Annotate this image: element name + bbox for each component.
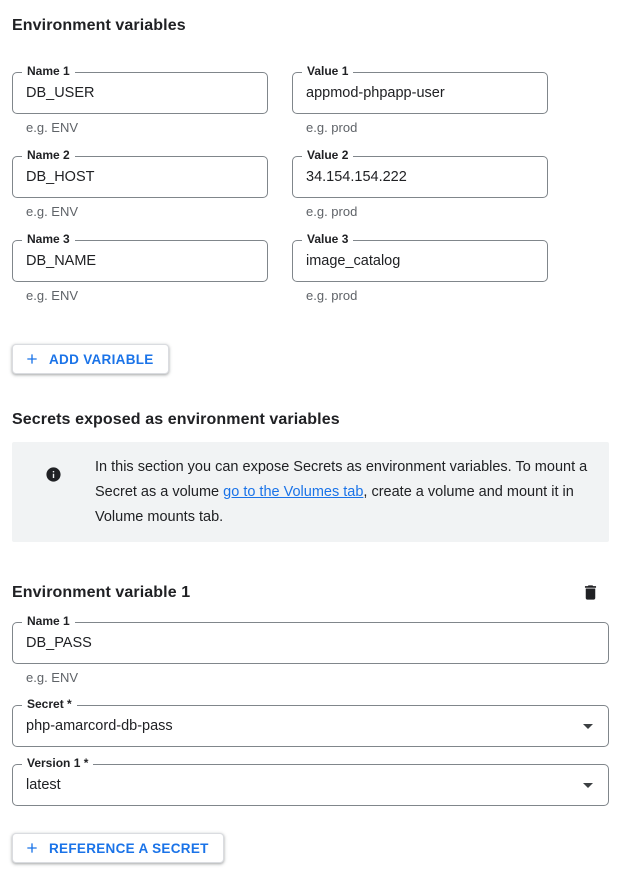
environment-variables-panel bbox=[0, 16, 621, 863]
version-select[interactable] bbox=[12, 756, 609, 806]
field-label: Name 1 bbox=[22, 614, 75, 628]
field-label: Value 3 bbox=[302, 232, 353, 246]
field-helper-text: e.g. ENV bbox=[26, 670, 79, 685]
env-var-value-input[interactable] bbox=[293, 241, 547, 281]
chevron-down-icon bbox=[576, 773, 600, 797]
secret-env-name-field bbox=[12, 614, 609, 664]
reference-a-secret-button[interactable] bbox=[12, 833, 224, 863]
env-var-name-cell bbox=[12, 147, 268, 219]
env-var-name-field bbox=[12, 232, 268, 282]
field-helper-text: e.g. prod bbox=[306, 288, 358, 303]
env-vars-heading: Environment variables bbox=[12, 17, 186, 34]
env-var-name-field bbox=[12, 64, 268, 114]
env-var-value-field bbox=[292, 64, 548, 114]
env-var-value-input[interactable] bbox=[293, 157, 547, 197]
secrets-info-banner bbox=[12, 442, 609, 542]
field-label: Version 1 * bbox=[22, 756, 93, 770]
secrets-heading: Secrets exposed as environment variables bbox=[12, 411, 340, 428]
plus-icon bbox=[24, 840, 40, 856]
env-var-name-input[interactable] bbox=[13, 241, 267, 281]
field-helper-text: e.g. ENV bbox=[26, 288, 79, 303]
env-var-value-cell bbox=[292, 147, 548, 219]
env-var-value-cell bbox=[292, 63, 548, 135]
env-var-value-field bbox=[292, 148, 548, 198]
env-var-name-input[interactable] bbox=[13, 73, 267, 113]
info-text-after-link: , create a volume and mount it in Volume mounts tab. bbox=[95, 484, 574, 525]
env-var-value-cell bbox=[292, 231, 548, 303]
field-label: Name 1 bbox=[22, 64, 75, 78]
env-var-value-input[interactable] bbox=[293, 73, 547, 113]
env-var-name-cell bbox=[12, 63, 268, 135]
trash-icon bbox=[581, 583, 600, 602]
delete-variable-button[interactable] bbox=[578, 580, 602, 604]
field-label: Name 3 bbox=[22, 232, 75, 246]
env-variable-1-heading: Environment variable 1 bbox=[12, 583, 191, 601]
plus-icon bbox=[24, 351, 40, 367]
field-label: Value 1 bbox=[302, 64, 353, 78]
env-var-value-field bbox=[292, 232, 548, 282]
add-variable-button[interactable] bbox=[12, 344, 169, 374]
field-helper-text: e.g. ENV bbox=[26, 204, 79, 219]
field-label: Value 2 bbox=[302, 148, 353, 162]
secret-select-value: php-amarcord-db-pass bbox=[26, 718, 173, 734]
secret-env-name-input[interactable] bbox=[13, 623, 608, 663]
field-helper-text: e.g. prod bbox=[306, 204, 358, 219]
info-icon bbox=[12, 455, 95, 530]
volumes-tab-link[interactable]: go to the Volumes tab bbox=[223, 484, 364, 500]
field-helper-text: e.g. prod bbox=[306, 120, 358, 135]
chevron-down-icon bbox=[576, 714, 600, 738]
env-var-name-cell bbox=[12, 231, 268, 303]
secret-env-name-cell bbox=[12, 614, 609, 685]
env-vars-grid bbox=[12, 63, 609, 315]
reference-a-secret-label: REFERENCE A SECRET bbox=[49, 840, 209, 856]
field-label: Secret * bbox=[22, 697, 77, 711]
field-helper-text: e.g. ENV bbox=[26, 120, 79, 135]
env-variable-1-header bbox=[12, 580, 609, 604]
env-var-name-input[interactable] bbox=[13, 157, 267, 197]
version-select-value: latest bbox=[26, 777, 61, 793]
info-text-before-link: In this section you can expose Secrets as environment variables. To mount a Secret as a volume bbox=[95, 459, 588, 500]
secrets-info-text bbox=[95, 455, 591, 530]
env-var-name-field bbox=[12, 148, 268, 198]
add-variable-label: ADD VARIABLE bbox=[49, 351, 154, 367]
secret-select[interactable] bbox=[12, 697, 609, 747]
field-label: Name 2 bbox=[22, 148, 75, 162]
